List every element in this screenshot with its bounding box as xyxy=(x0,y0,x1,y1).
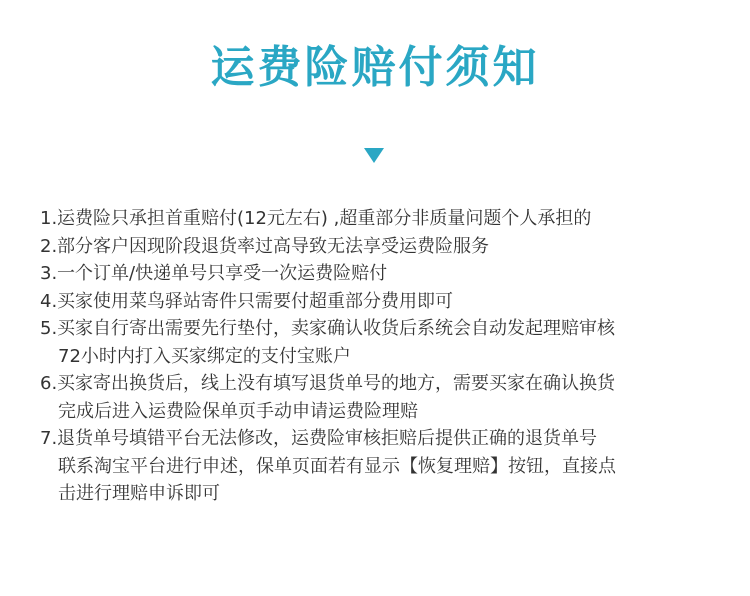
notice-text: 买家寄出换货后，线上没有填写退货单号的地方，需要买家在确认换货 xyxy=(57,373,615,394)
notice-number: 5. xyxy=(40,318,58,339)
notice-number: 3. xyxy=(40,263,58,284)
notice-number: 4. xyxy=(40,290,58,312)
page-title: 运费险赔付须知 xyxy=(210,42,540,93)
notice-item-7 xyxy=(40,425,720,508)
notice-text: 运费险只承担首重赔付(12元左右) ,超重部分非质量问题个人承担的 xyxy=(57,208,592,229)
notice-number: 7. xyxy=(40,428,58,449)
notice-text-continued: 72小时内打入买家绑定的支付宝账户 xyxy=(58,345,351,367)
notice-text: 部分客户因现阶段退货率过高导致无法享受运费险服务 xyxy=(57,235,489,257)
notice-item-5 xyxy=(40,315,720,370)
notice-item-3 xyxy=(40,260,720,288)
notice-item-1 xyxy=(40,205,720,233)
notice-text: 买家自行寄出需要先行垫付，卖家确认收货后系统会自动发起理赔审核 xyxy=(57,318,615,339)
notice-list xyxy=(40,205,720,508)
triangle-down-icon xyxy=(364,148,384,163)
notice-text-continued: 完成后进入运费险保单页手动申请运费险理赔 xyxy=(58,400,418,422)
notice-text-continued: 联系淘宝平台进行申述，保单页面若有显示【恢复理赔】按钮，直接点 xyxy=(58,455,616,477)
notice-number: 2. xyxy=(40,235,58,257)
notice-text-continued: 击进行理赔申诉即可 xyxy=(58,483,220,504)
notice-number: 1. xyxy=(40,208,58,229)
notice-item-2 xyxy=(40,233,720,261)
notice-text: 一个订单/快递单号只享受一次运费险赔付 xyxy=(57,263,388,284)
notice-item-4 xyxy=(40,288,720,316)
notice-number: 6. xyxy=(40,373,58,394)
notice-text: 买家使用菜鸟驿站寄件只需要付超重部分费用即可 xyxy=(57,290,453,312)
notice-text: 退货单号填错平台无法修改，运费险审核拒赔后提供正确的退货单号 xyxy=(57,428,597,449)
notice-item-6 xyxy=(40,370,720,425)
